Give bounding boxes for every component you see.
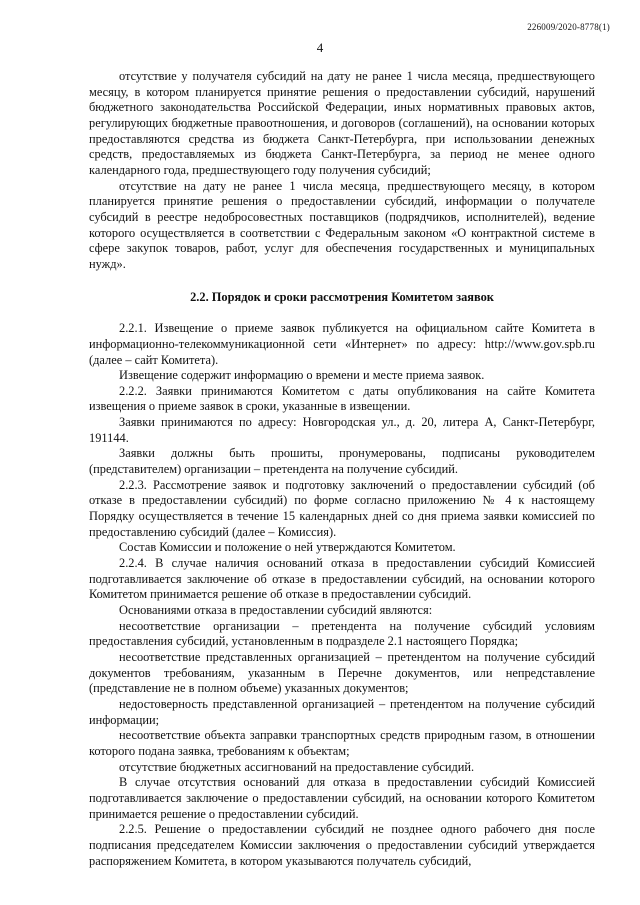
paragraph: отсутствие у получателя субсидий на дату не ранее 1 числа месяца, предшествующего месяцу, в котором планируется принятие решения о предоставлении субсидий, нарушений бюджетного законодательства Российской Федерации, иных нормативных правовых актов, регулирующих бюджетные правоотношения, и договоров (соглашений), на основании которых предоставляются средства из бюджета Санкт-Петербурга, при использовании денежных средств, предоставляемых из бюджета Санкт-Петербурга, за период не менее одного календарного года, предшествующего году получения субсидий; [89,69,595,177]
list-item: отсутствие бюджетных ассигнований на предоставление субсидий. [119,759,475,774]
document-number: 226009/2020-8778(1) [527,22,610,32]
paragraph: 2.2.1. Извещение о приеме заявок публикуется на официальном сайте Комитета в информационно-телекоммуникационной сети «Интернет» по адресу: http://www.gov.spb.ru (далее – сайт Комитета). [89,321,595,367]
list-item: несоответствие организации – претендента на получение субсидий условиям предоставления субсидий, установленным в подразделе 2.1 настоящего Порядка; [89,618,595,649]
paragraph: 2.2.4. В случае наличия оснований отказа в предоставлении субсидий Комиссией подготавливается заключение об отказе в предоставлении субсидий, на основании которого Комитетом принимается решение об отказе в предоставлении субсидий. [89,556,595,602]
document-body [89,69,595,869]
paragraph: Заявки принимаются по адресу: Новгородская ул., д. 20, литера А, Санкт-Петербург, 191144. [89,415,595,445]
paragraph: 2.2.5. Решение о предоставлении субсидий не позднее одного рабочего дня после подписания председателем Комиссии заключения о предоставлении субсидий утверждается распоряжением Комитета, в котором указываются получатель субсидий, [89,822,595,868]
paragraph: Извещение содержит информацию о времени и месте приема заявок. [119,368,485,383]
paragraph: отсутствие на дату не ранее 1 числа месяца, предшествующего месяцу, в котором планируется принятие решения о предоставлении субсидий, информации о получателе субсидий в реестре недобросовестных поставщиков (подрядчиков, исполнителей), ведение которого осуществляется в соответствии с Федеральным законом «О контрактной системе в сфере закупок товаров, работ, услуг для обеспечения государственных и муниципальных нужд». [89,178,595,271]
list-item: несоответствие объекта заправки транспортных средств природным газом, в отношении которого подана заявка, требованиям к объектам; [89,728,595,758]
page-number: 4 [316,40,324,55]
paragraph: Состав Комиссии и положение о ней утверждаются Комитетом. [119,540,456,555]
paragraph: 2.2.3. Рассмотрение заявок и подготовку заключений о предоставлении субсидий (об отказе в предоставлении субсидий) по форме согласно приложению № 4 к настоящему Порядку осуществляется в течение 15 календарных дней со дня приема заявки комиссией по предоставлению субсидий (далее – Комиссия). [89,477,595,539]
paragraph: В случае отсутствия оснований для отказа в предоставлении субсидий Комиссией подготавливается заключение о предоставлении субсидий, на основании которого Комитетом принимается решение о предоставлении субсидий. [89,775,595,821]
list-item: несоответствие представленных организацией – претендентом на получение субсидий документов требованиям, указанным в Перечне документов, или непредставление (представление не в полном объеме) указанных документов; [89,649,595,696]
list-item: недостоверность представленной организацией – претендентом на получение субсидий информации; [89,696,595,727]
paragraph: Основаниями отказа в предоставлении субсидий являются: [119,603,433,617]
paragraph: 2.2.2. Заявки принимаются Комитетом с даты опубликования на сайте Комитета извещения о приеме заявок в сроки, указанные в извещении. [89,383,595,414]
paragraph: Заявки должны быть прошиты, пронумерованы, подписаны руководителем (представителем) организации – претендента на получение субсидий. [89,446,595,477]
section-heading: 2.2. Порядок и сроки рассмотрения Комитетом заявок [190,289,494,304]
